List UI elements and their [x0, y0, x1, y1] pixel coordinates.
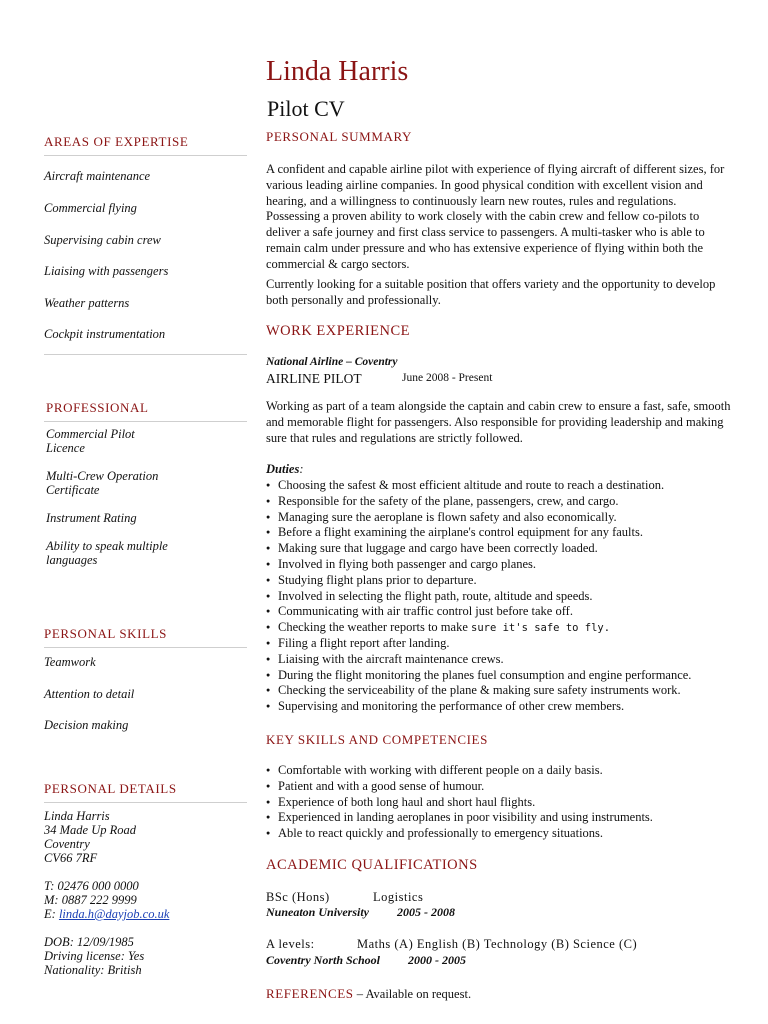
key-skill-item: ● Patient and with a good sense of humour. — [266, 779, 736, 795]
alevels-label: A levels: — [266, 937, 315, 951]
key-skill-item: ● Experienced in landing aeroplanes in poor visibility and using instruments. — [266, 810, 736, 826]
duties-label: Duties: — [266, 462, 304, 476]
job-description: Working as part of a team alongside the captain and cabin crew to ensure a fast, safe, smooth and memorable flight for passengers. Also responsible for providing leadership and making sure that rules and regulations are strictly followed. — [266, 399, 731, 445]
skills-divider — [44, 647, 247, 648]
skills-heading: PERSONAL SKILLS — [44, 626, 168, 641]
expertise-divider — [44, 155, 247, 156]
professional-heading: PROFESSIONAL — [46, 400, 149, 415]
duty-item: ● Communicating with air traffic control just before take off. — [266, 604, 736, 620]
key-skill-item: ● Comfortable with working with different people on a daily basis. — [266, 763, 736, 779]
contact-nationality: Nationality: British — [44, 963, 142, 977]
duties-list — [266, 478, 736, 715]
contact-postcode: CV66 7RF — [44, 851, 98, 865]
expertise-bottom-divider — [44, 354, 247, 355]
email-link[interactable]: linda.h@dayjob.co.uk — [58, 907, 170, 921]
duty-item: ● Liaising with the aircraft maintenance crews. — [266, 652, 736, 668]
expertise-item: Liaising with passengers — [44, 264, 169, 278]
candidate-name: Linda Harris — [266, 56, 409, 87]
degree: BSc (Hons) — [266, 890, 330, 904]
contact-telephone: T: 02476 000 0000 — [44, 879, 139, 893]
degree-subject: Logistics — [373, 890, 424, 904]
key-skill-item: ● Experience of both long haul and short haul flights. — [266, 795, 736, 811]
expertise-item: Commercial flying — [44, 201, 137, 215]
expertise-heading: AREAS OF EXPERTISE — [44, 134, 189, 149]
professional-item: Commercial Pilot Licence — [46, 427, 135, 455]
key-skills-list — [266, 763, 736, 842]
references-heading: REFERENCES — [266, 986, 354, 1001]
expertise-item: Aircraft maintenance — [44, 169, 151, 183]
duty-item: ● Managing sure the aeroplane is flown safety and also economically. — [266, 510, 736, 526]
expertise-item: Cockpit instrumentation — [44, 327, 166, 341]
contact-email-row — [44, 907, 169, 921]
key-skill-item: ● Able to react quickly and professionally to emergency situations. — [266, 826, 736, 842]
duty-item: ● Before a flight examining the airplane's control equipment for any faults. — [266, 525, 736, 541]
details-heading: PERSONAL DETAILS — [44, 781, 177, 796]
duty-item: ● Involved in flying both passenger and cargo planes. — [266, 557, 736, 573]
contact-name: Linda Harris — [44, 809, 110, 823]
duty-item: ● Checking the weather reports to make sure it's safe to fly. — [266, 620, 736, 636]
university: Nuneaton University — [266, 905, 370, 919]
skill-item: Decision making — [44, 718, 129, 732]
professional-divider — [44, 421, 247, 422]
summary-heading: PERSONAL SUMMARY — [266, 129, 413, 144]
university-years: 2005 - 2008 — [397, 905, 455, 919]
details-divider — [44, 802, 247, 803]
duty-item: ● Supervising and monitoring the performance of other crew members. — [266, 699, 736, 715]
contact-license: Driving license: Yes — [44, 949, 145, 963]
email-label: E: — [44, 907, 56, 921]
job-dates: June 2008 - Present — [402, 372, 493, 384]
contact-dob: DOB: 12/09/1985 — [44, 935, 134, 949]
summary-paragraph-2: Currently looking for a suitable position that offers variety and the opportunity to develop both personally and professionally. — [266, 277, 716, 307]
expertise-item: Supervising cabin crew — [44, 233, 161, 247]
duty-item: ● During the flight monitoring the planes fuel consumption and engine performance. — [266, 668, 736, 684]
professional-item: Multi-Crew Operation Certificate — [46, 469, 159, 497]
cv-title: Pilot CV — [267, 96, 345, 121]
references-line: REFERENCES – Available on request. — [266, 986, 472, 1001]
summary-paragraph: A confident and capable airline pilot with experience of flying aircraft of different sizes, for various leading airline companies. In good physical condition with excellent vision and hearing, and a willingness to continuously learn new routes, rules and regulations. Possessing a proven ability to work closely with the cabin crew and fellow co-pilots to deliver a safe journey and first class service to passengers. A multi-tasker who is able to remain calm under pressure and who has extensive experience of flying within both the commercial & cargo sectors. — [266, 162, 725, 271]
alevels-grades: Maths (A) English (B) Technology (B) Science (C) — [357, 937, 638, 951]
contact-address: 34 Made Up Road — [44, 823, 136, 837]
professional-item: Ability to speak multiple languages — [46, 539, 168, 567]
duty-item: ● Studying flight plans prior to departure. — [266, 573, 736, 589]
academic-heading: ACADEMIC QUALIFICATIONS — [266, 857, 478, 873]
duty-item: ● Making sure that luggage and cargo have been correctly loaded. — [266, 541, 736, 557]
duty-item: ● Checking the serviceability of the plane & making sure safety instruments work. — [266, 683, 736, 699]
professional-item: Instrument Rating — [46, 511, 137, 525]
work-heading: WORK EXPERIENCE — [266, 323, 411, 339]
employer: National Airline – Coventry — [266, 356, 398, 368]
references-text: Available on request. — [365, 987, 472, 1001]
duty-item: ● Involved in selecting the flight path, route, altitude and speeds. — [266, 589, 736, 605]
duty-item: ● Filing a flight report after landing. — [266, 636, 736, 652]
duty-item: ● Responsible for the safety of the plane, passengers, crew, and cargo. — [266, 494, 736, 510]
contact-city: Coventry — [44, 837, 90, 851]
job-title: AIRLINE PILOT — [266, 371, 362, 386]
duty-item: ● Choosing the safest & most efficient altitude and route to reach a destination. — [266, 478, 736, 494]
school-years: 2000 - 2005 — [408, 953, 466, 967]
contact-mobile: M: 0887 222 9999 — [44, 893, 137, 907]
key-skills-heading: KEY SKILLS AND COMPETENCIES — [266, 732, 488, 747]
skill-item: Teamwork — [44, 655, 96, 669]
school: Coventry North School — [266, 953, 381, 967]
skill-item: Attention to detail — [44, 687, 135, 701]
expertise-item: Weather patterns — [44, 296, 130, 310]
